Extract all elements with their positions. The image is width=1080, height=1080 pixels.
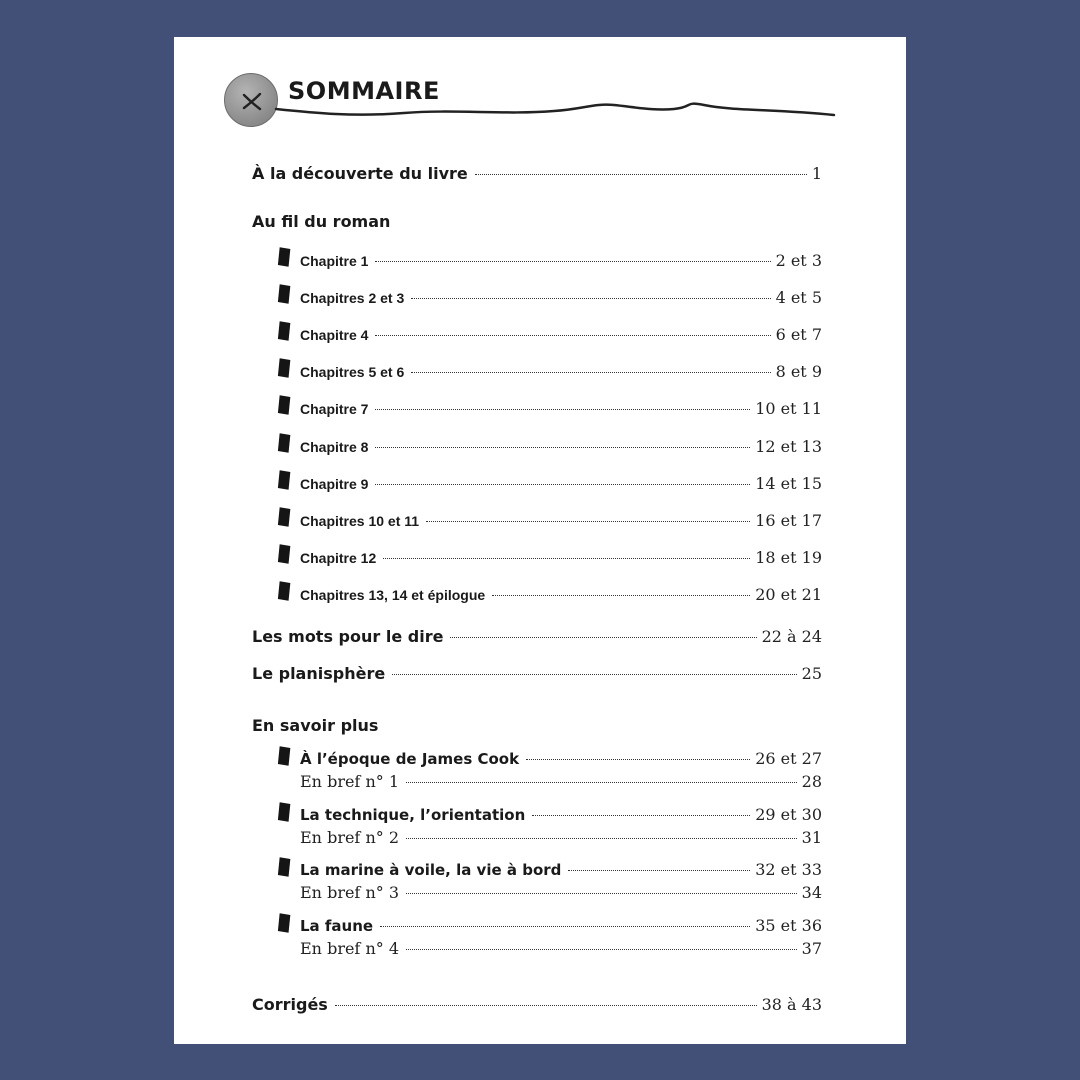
dot-leader xyxy=(380,926,750,927)
dot-leader xyxy=(335,1005,757,1006)
toc-label: Chapitres 13, 14 et épilogue xyxy=(300,586,486,603)
toc-label: Le planisphère xyxy=(252,664,386,683)
bookmark-icon xyxy=(277,801,293,823)
toc-page: 22 à 24 xyxy=(761,627,822,646)
toc-label: La faune xyxy=(300,917,374,936)
toc-label: Chapitre 1 xyxy=(300,253,369,269)
bookmark-icon xyxy=(277,246,293,268)
dot-leader xyxy=(475,174,807,175)
toc-label: Chapitres 2 et 3 xyxy=(300,290,405,307)
toc-page: 37 xyxy=(801,939,822,959)
dot-leader xyxy=(375,335,770,336)
bookmark-icon xyxy=(277,283,293,305)
dot-leader xyxy=(392,674,796,675)
toc-page: 1 xyxy=(811,164,822,183)
toc-label: Chapitre 4 xyxy=(300,327,369,344)
toc-label: Chapitres 5 et 6 xyxy=(300,364,405,381)
toc-label: À la découverte du livre xyxy=(252,164,468,183)
toc-entry-chapter[interactable] xyxy=(300,288,822,307)
dot-leader xyxy=(532,815,750,816)
dot-leader xyxy=(375,484,750,485)
toc-label: Les mots pour le dire xyxy=(252,627,444,646)
dot-leader xyxy=(426,521,750,522)
bookmark-icon xyxy=(277,432,293,454)
dot-leader xyxy=(375,447,750,448)
toc-page: 31 xyxy=(801,827,822,847)
toc-page: 20 et 21 xyxy=(755,584,822,604)
toc-page: 4 et 5 xyxy=(775,288,822,308)
header xyxy=(174,37,906,157)
toc-page: 10 et 11 xyxy=(755,399,822,419)
dot-leader xyxy=(406,893,797,894)
toc-page: 38 à 43 xyxy=(761,995,822,1014)
dot-leader xyxy=(406,782,797,783)
toc-page: 8 et 9 xyxy=(775,362,822,382)
dot-leader xyxy=(383,558,750,559)
dot-leader xyxy=(568,870,750,871)
bookmark-icon xyxy=(277,912,293,934)
toc-label: En bref n° 2 xyxy=(300,827,400,847)
toc-entry-chapter[interactable] xyxy=(300,474,822,493)
title-badge xyxy=(224,73,278,127)
bookmark-icon xyxy=(277,320,293,342)
toc-label: Corrigés xyxy=(252,995,328,1014)
toc-page: 32 et 33 xyxy=(755,860,822,880)
bookmark-icon xyxy=(277,506,293,528)
bookmark-icon xyxy=(277,394,293,416)
toc-entry-en-bref[interactable] xyxy=(300,883,822,902)
toc-entry-planisphere[interactable] xyxy=(252,664,822,683)
dot-leader xyxy=(411,372,770,373)
toc-label: En bref n° 1 xyxy=(300,772,400,791)
toc-entry-chapter[interactable] xyxy=(300,585,822,604)
toc-label: La technique, l’orientation xyxy=(300,805,526,824)
toc-label: Chapitres 10 et 11 xyxy=(300,512,420,529)
bookmark-icon xyxy=(277,856,293,878)
toc-page: 16 et 17 xyxy=(755,510,822,530)
toc-label: Chapitre 12 xyxy=(300,549,377,566)
document-page xyxy=(174,37,906,1044)
toc-page: 26 et 27 xyxy=(755,749,822,768)
toc-entry-chapter[interactable] xyxy=(300,251,822,270)
dot-leader xyxy=(375,261,770,262)
toc-page: 25 xyxy=(801,664,822,683)
dot-leader xyxy=(406,949,797,950)
wavy-underline xyxy=(274,99,836,129)
toc-page: 12 et 13 xyxy=(755,436,822,456)
toc-entry-chapter[interactable] xyxy=(300,399,822,418)
toc-entry-discovery[interactable] xyxy=(252,164,822,183)
toc-label: En bref n° 4 xyxy=(300,939,400,959)
page-title: SOMMAIRE xyxy=(288,77,440,105)
toc-entry-savoir[interactable] xyxy=(300,805,822,824)
bookmark-icon xyxy=(277,580,293,602)
section-heading-savoir: En savoir plus xyxy=(252,716,379,735)
toc-entry-corriges[interactable] xyxy=(252,995,822,1014)
toc-label: Chapitre 9 xyxy=(300,475,369,492)
toc-entry-en-bref[interactable] xyxy=(300,828,822,847)
toc-label: La marine à voile, la vie à bord xyxy=(300,861,562,880)
dot-leader xyxy=(492,595,750,596)
bookmark-icon xyxy=(277,357,293,379)
section-heading-roman: Au fil du roman xyxy=(252,212,391,231)
toc-page: 28 xyxy=(801,772,822,791)
toc-page: 35 et 36 xyxy=(755,916,822,936)
toc-label: En bref n° 3 xyxy=(300,883,400,903)
toc-entry-en-bref[interactable] xyxy=(300,772,822,791)
toc-entry-chapter[interactable] xyxy=(300,548,822,567)
toc-page: 14 et 15 xyxy=(755,473,822,493)
toc-entry-savoir[interactable] xyxy=(300,860,822,879)
toc-entry-chapter[interactable] xyxy=(300,362,822,381)
toc-label: À l’époque de James Cook xyxy=(300,750,520,768)
toc-entry-chapter[interactable] xyxy=(300,511,822,530)
toc-page: 2 et 3 xyxy=(775,251,822,270)
toc-entry-chapter[interactable] xyxy=(300,325,822,344)
toc-entry-savoir[interactable] xyxy=(300,916,822,935)
toc-page: 34 xyxy=(801,883,822,903)
toc-entry-words[interactable] xyxy=(252,627,822,646)
toc-entry-en-bref[interactable] xyxy=(300,939,822,958)
dot-leader xyxy=(406,838,797,839)
dot-leader xyxy=(526,759,750,760)
dot-leader xyxy=(375,409,750,410)
toc-label: Chapitre 8 xyxy=(300,438,369,455)
dot-leader xyxy=(450,637,756,638)
close-x-icon xyxy=(238,87,266,115)
toc-page: 18 et 19 xyxy=(755,547,822,567)
toc-label: Chapitre 7 xyxy=(300,401,369,418)
toc-entry-savoir[interactable] xyxy=(300,749,822,768)
toc-entry-chapter[interactable] xyxy=(300,437,822,456)
bookmark-icon xyxy=(277,469,293,491)
toc-page: 29 et 30 xyxy=(755,804,822,824)
dot-leader xyxy=(411,298,770,299)
toc-page: 6 et 7 xyxy=(775,325,822,345)
bookmark-icon xyxy=(277,745,293,767)
bookmark-icon xyxy=(277,543,293,565)
